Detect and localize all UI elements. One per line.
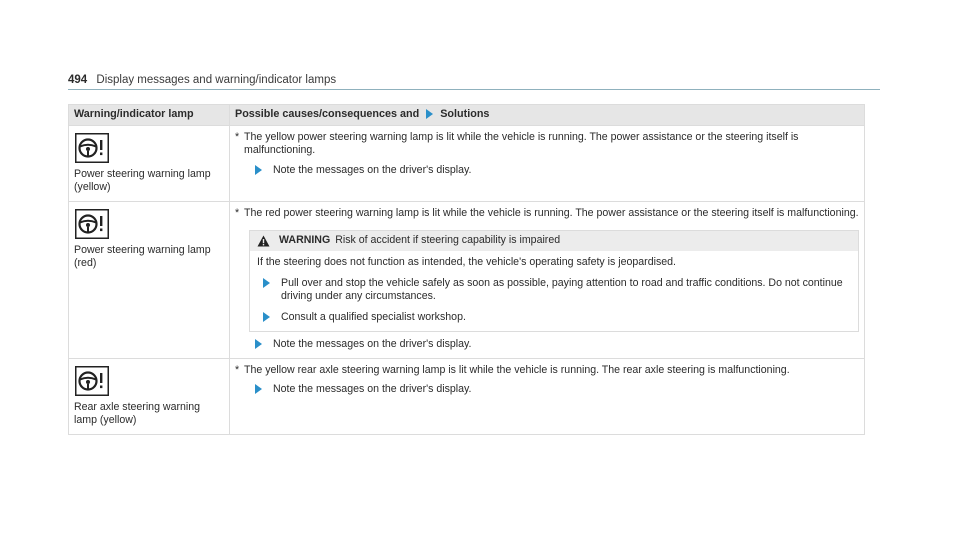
col-header-causes-text: Possible causes/consequences and bbox=[235, 108, 420, 120]
cause-text bbox=[235, 131, 859, 158]
cause-cell bbox=[230, 125, 865, 201]
table-row bbox=[69, 358, 865, 434]
cause-text bbox=[235, 207, 859, 221]
warning-step bbox=[263, 311, 851, 325]
steering-wheel-exclamation-icon bbox=[75, 209, 109, 239]
asterisk: * bbox=[235, 363, 240, 376]
warning-step-text: Consult a qualified specialist workshop. bbox=[281, 310, 466, 323]
triangle-right-icon bbox=[255, 384, 262, 394]
lamp-cell bbox=[69, 125, 230, 201]
triangle-right-icon bbox=[263, 312, 270, 322]
page-title: Display messages and warning/indicator lamps bbox=[96, 74, 337, 86]
cause-text bbox=[235, 364, 859, 378]
lamp-label: Power steering warning lamp (yellow) bbox=[74, 167, 211, 194]
warning-header bbox=[250, 231, 858, 251]
triangle-right-icon bbox=[426, 109, 433, 119]
warning-label: WARNING bbox=[279, 234, 331, 247]
warning-body bbox=[250, 251, 858, 331]
col-header-lamp: Warning/indicator lamp bbox=[69, 105, 230, 126]
page-header bbox=[68, 74, 880, 90]
warning-text: If the steering does not function as intended, the vehicle's operating safety is jeopardised. bbox=[257, 256, 676, 268]
triangle-right-icon bbox=[255, 165, 262, 175]
col-header-solutions-text: Solutions bbox=[440, 108, 490, 120]
asterisk: * bbox=[235, 130, 240, 143]
instruction-text: Note the messages on the driver's display. bbox=[273, 163, 472, 176]
cause-description: The red power steering warning lamp is lit while the vehicle is running. The power assistance or the steering itself is malfunctioning. bbox=[244, 206, 859, 219]
warning-step-text: Pull over and stop the vehicle safely as soon as possible, paying attention to road and traffic conditions. Do not continue driving under any circumstances. bbox=[281, 276, 843, 303]
lamp-label: Power steering warning lamp (red) bbox=[74, 243, 211, 270]
warning-triangle-icon bbox=[257, 235, 270, 247]
instruction-step bbox=[255, 338, 859, 352]
instruction-text: Note the messages on the driver's display. bbox=[273, 338, 472, 351]
table-header-row bbox=[69, 105, 865, 126]
lamp-label: Rear axle steering warning lamp (yellow) bbox=[74, 400, 201, 427]
steering-wheel-exclamation-icon bbox=[75, 366, 109, 396]
lamp-table bbox=[68, 104, 865, 435]
cause-description: The yellow power steering warning lamp is lit while the vehicle is running. The power assistance or the steering itself is malfunctioning. bbox=[244, 130, 799, 157]
col-header-causes bbox=[230, 105, 865, 126]
page-number: 494 bbox=[68, 74, 88, 86]
warning-box bbox=[249, 230, 859, 332]
instruction-step bbox=[255, 164, 859, 178]
triangle-right-icon bbox=[255, 339, 262, 349]
instruction-text: Note the messages on the driver's display. bbox=[273, 383, 472, 396]
cause-cell bbox=[230, 358, 865, 434]
table-row bbox=[69, 125, 865, 201]
lamp-cell bbox=[69, 201, 230, 358]
steering-wheel-exclamation-icon bbox=[75, 133, 109, 163]
lamp-cell bbox=[69, 358, 230, 434]
warning-step bbox=[263, 277, 851, 304]
warning-title: Risk of accident if steering capability is impaired bbox=[335, 234, 561, 247]
instruction-step bbox=[255, 383, 859, 397]
asterisk: * bbox=[235, 206, 240, 219]
cause-description: The yellow rear axle steering warning lamp is lit while the vehicle is running. The rear axle steering is malfunctioning. bbox=[244, 363, 790, 376]
table-row bbox=[69, 201, 865, 358]
triangle-right-icon bbox=[263, 278, 270, 288]
cause-cell bbox=[230, 201, 865, 358]
